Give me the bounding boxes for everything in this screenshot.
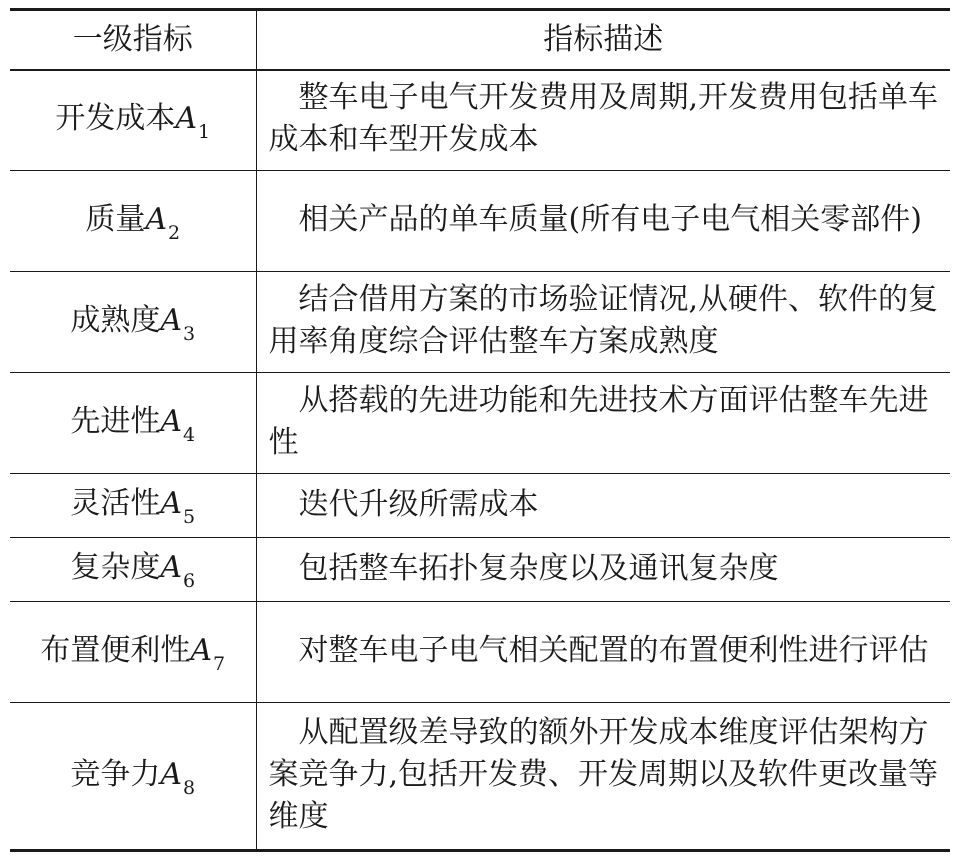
table-row — [10, 538, 950, 602]
indicator-description: 对整车电子电气相关配置的布置便利性进行评估 — [298, 633, 929, 668]
indicator-name: 布置便利性 — [40, 632, 191, 668]
header-row — [10, 10, 950, 70]
indicator-description: 相关产品的单车质量(所有电子电气相关零部件) — [298, 202, 922, 237]
table-row — [10, 272, 950, 373]
table-row — [10, 703, 950, 851]
indicator-name-cell — [10, 703, 256, 851]
indicator-symbol: A — [160, 486, 183, 521]
indicator-name: 质量 — [85, 201, 146, 237]
indicator-name-cell — [10, 171, 256, 272]
indicator-symbol: A — [160, 550, 183, 585]
indicator-name-cell — [10, 602, 256, 703]
indicator-subscript: 8 — [183, 776, 196, 799]
indicator-description: 从配置级差导致的额外开发成本维度评估架构方案竞争力,包括开发费、开发周期以及软件更改量等维度 — [268, 715, 939, 834]
indicator-subscript: 7 — [213, 652, 226, 675]
table-row — [10, 171, 950, 272]
indicator-description: 迭代升级所需成本 — [298, 486, 539, 522]
indicator-subscript: 5 — [183, 506, 196, 528]
indicator-name-cell — [10, 272, 256, 373]
indicator-name: 先进性 — [70, 403, 161, 439]
table-row — [10, 602, 950, 703]
indicator-name: 成熟度 — [70, 302, 161, 338]
indicator-subscript: 1 — [198, 120, 211, 143]
indicator-symbol: A — [175, 100, 198, 136]
indicator-subscript: 2 — [168, 221, 181, 244]
indicator-symbol: A — [160, 756, 183, 792]
indicator-name-cell — [10, 538, 256, 602]
indicator-name-cell — [10, 373, 256, 474]
table-row — [10, 373, 950, 474]
indicator-description: 整车电子电气开发费用及周期,开发费用包括单车成本和车型开发成本 — [268, 80, 939, 158]
indicator-symbol: A — [145, 201, 168, 237]
indicator-subscript: 4 — [183, 423, 196, 446]
indicator-table — [10, 8, 950, 852]
indicator-description: 包括整车拓扑复杂度以及通讯复杂度 — [298, 550, 779, 586]
indicator-description: 结合借用方案的市场验证情况,从硬件、软件的复用率角度综合评估整车方案成熟度 — [268, 282, 939, 359]
table-row — [10, 474, 950, 538]
indicator-subscript: 6 — [183, 570, 196, 592]
header-indicator-description: 指标描述 — [543, 21, 664, 57]
indicator-name: 灵活性 — [70, 486, 161, 521]
indicator-name-cell — [10, 70, 256, 171]
indicator-name: 复杂度 — [70, 550, 161, 585]
indicator-description: 从搭载的先进功能和先进技术方面评估整车先进性 — [268, 383, 929, 460]
indicator-symbol: A — [190, 632, 213, 668]
indicator-subscript: 3 — [183, 322, 196, 345]
indicator-symbol: A — [160, 302, 183, 338]
header-primary-indicator: 一级指标 — [10, 10, 256, 70]
table-row — [10, 70, 950, 171]
indicator-name: 开发成本 — [55, 100, 176, 136]
indicator-name: 竞争力 — [70, 756, 161, 792]
indicator-symbol: A — [160, 403, 183, 439]
indicator-name-cell — [10, 474, 256, 538]
